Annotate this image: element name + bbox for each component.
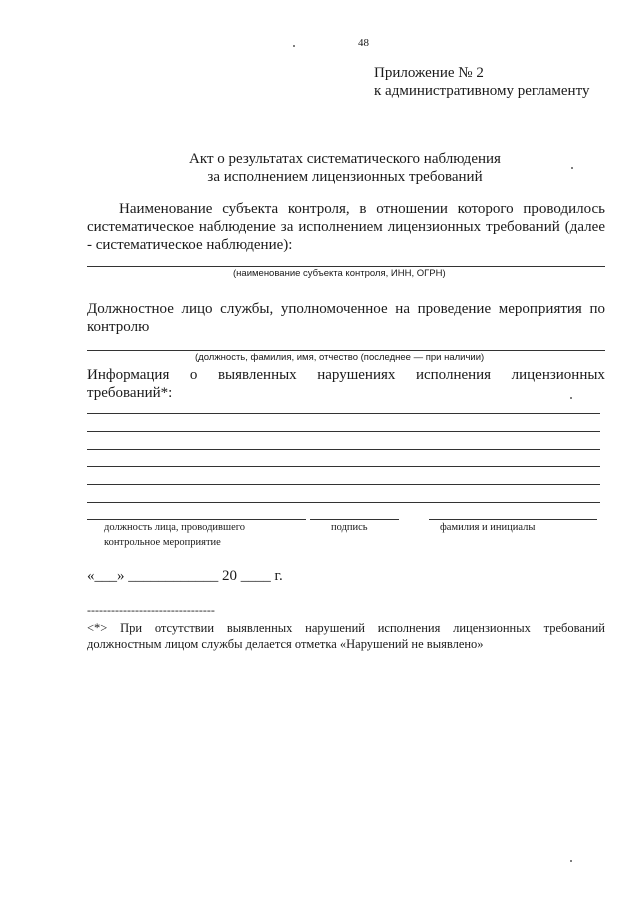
scan-speck bbox=[293, 45, 295, 47]
scan-speck bbox=[571, 167, 573, 169]
subject-fill-line bbox=[87, 266, 605, 267]
scan-speck bbox=[570, 860, 572, 862]
official-fill-line bbox=[87, 350, 605, 351]
position-caption-line1: должность лица, проводившего bbox=[104, 522, 246, 533]
scan-speck bbox=[570, 397, 572, 399]
subject-caption: (наименование субъекта контроля, ИНН, ОГРН) bbox=[233, 268, 446, 279]
signature-line bbox=[310, 519, 399, 520]
name-signature-line bbox=[429, 519, 597, 520]
document-title-line2: за исполнением лицензионных требований bbox=[207, 169, 483, 185]
page-number: 48 bbox=[358, 37, 369, 49]
document-title-line1: Акт о результатах систематического наблюдения bbox=[189, 151, 501, 167]
violations-fill-line bbox=[87, 431, 600, 432]
subject-paragraph: Наименование субъекта контроля, в отношении которого проводилось систематическое наблюдение за исполнением лицензионных требований (далее - систематическое наблюдение): bbox=[87, 201, 605, 253]
info-word: Информация bbox=[87, 367, 170, 383]
footnote-separator: -------------------------------- bbox=[87, 603, 215, 617]
violations-fill-line bbox=[87, 502, 600, 503]
position-caption-line2: контрольное мероприятие bbox=[104, 537, 221, 548]
appendix-label: Приложение № 2 bbox=[374, 65, 484, 81]
info-word: нарушениях bbox=[317, 367, 396, 383]
info-heading-continued: требований*: bbox=[87, 385, 173, 401]
position-signature-line bbox=[87, 519, 306, 520]
info-heading bbox=[87, 367, 605, 384]
signature-caption: подпись bbox=[331, 522, 368, 533]
footnote-text: <*> При отсутствии выявленных нарушений исполнения лицензионных требований должностным лицом службы делается отметка «Нарушений не выявлено» bbox=[87, 621, 605, 651]
violations-fill-line bbox=[87, 449, 600, 450]
date-line: «___» ____________ 20 ____ г. bbox=[87, 568, 283, 584]
official-paragraph: Должностное лицо службы, уполномоченное на проведение мероприятия по контролю bbox=[87, 301, 605, 335]
official-caption: (должность, фамилия, имя, отчество (последнее — при наличии) bbox=[195, 352, 485, 363]
appendix-reference: к административному регламенту bbox=[374, 83, 590, 99]
info-word: лицензионных bbox=[511, 367, 605, 383]
info-word: исполнения bbox=[415, 367, 492, 383]
violations-fill-line bbox=[87, 466, 600, 467]
name-caption: фамилия и инициалы bbox=[440, 522, 536, 533]
violations-fill-line bbox=[87, 484, 600, 485]
violations-fill-line bbox=[87, 413, 600, 414]
info-word: о bbox=[189, 367, 198, 383]
info-word: выявленных bbox=[217, 367, 297, 383]
